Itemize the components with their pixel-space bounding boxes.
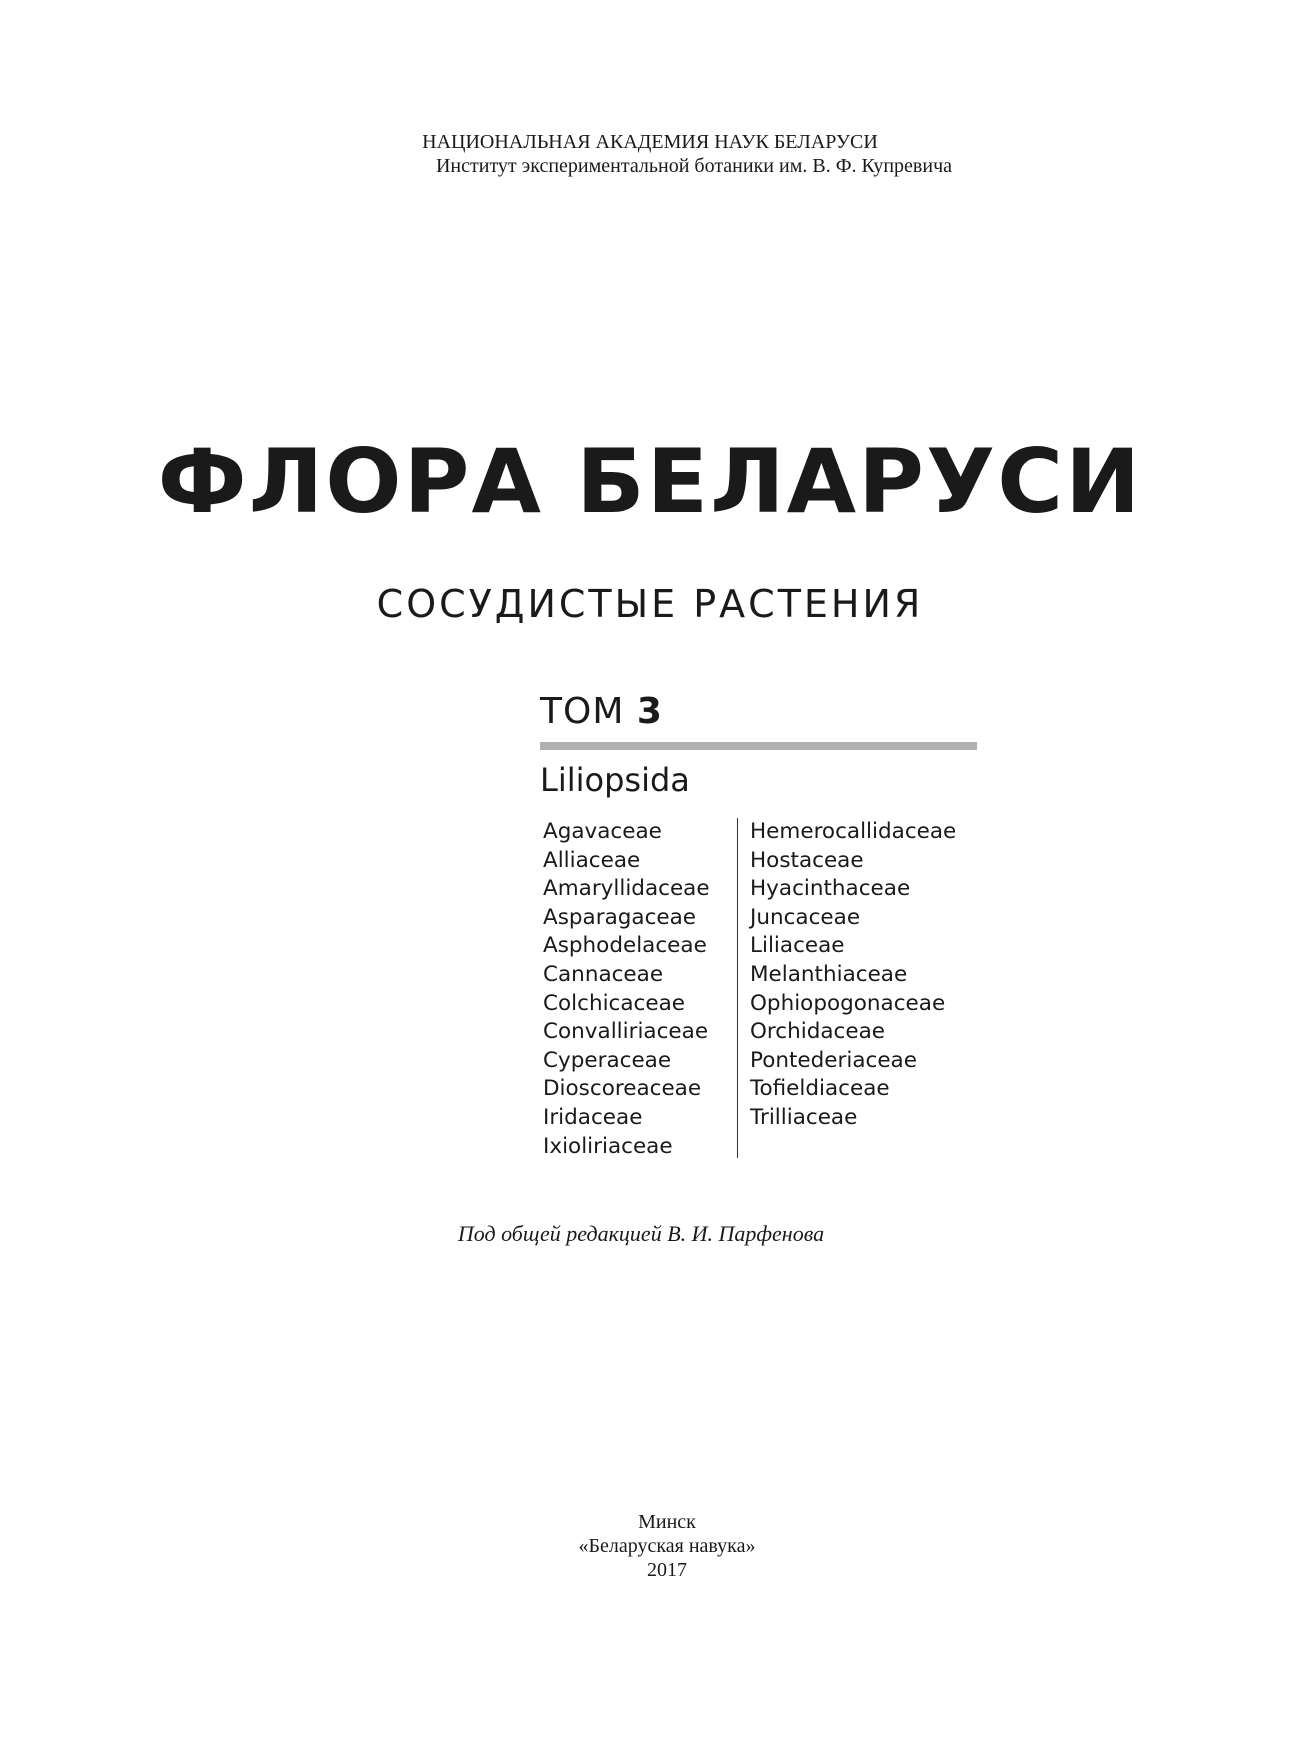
family-item: Hyacinthaceae bbox=[750, 876, 911, 902]
volume-heading bbox=[540, 690, 977, 734]
book-title: ФЛОРА БЕЛАРУСИ bbox=[157, 430, 1143, 533]
imprint-city: Минск bbox=[638, 1511, 696, 1533]
volume-divider-bar bbox=[540, 742, 977, 750]
family-item: Hostaceae bbox=[750, 847, 864, 873]
volume-number: 3 bbox=[636, 691, 663, 732]
family-item: Alliaceae bbox=[543, 847, 641, 873]
institution-header bbox=[0, 130, 1300, 178]
imprint bbox=[0, 1510, 1300, 1582]
families-column-left bbox=[543, 818, 737, 1161]
academy-name: НАЦИОНАЛЬНАЯ АКАДЕМИЯ НАУК БЕЛАРУСИ bbox=[422, 131, 878, 153]
family-item: Cannaceae bbox=[543, 961, 664, 987]
family-item: Ixioliriaceae bbox=[543, 1133, 673, 1159]
class-name: Liliopsida bbox=[540, 761, 690, 799]
imprint-publisher: «Беларуская навука» bbox=[578, 1535, 756, 1557]
family-item: Convalliriaceae bbox=[543, 1019, 709, 1045]
family-item: Amaryllidaceae bbox=[543, 876, 710, 902]
book-subtitle: СОСУДИСТЫЕ РАСТЕНИЯ bbox=[376, 582, 924, 626]
families-column-right bbox=[738, 818, 956, 1161]
family-item: Trilliaceae bbox=[750, 1104, 858, 1130]
family-item: Asphodelaceae bbox=[543, 933, 707, 959]
imprint-year: 2017 bbox=[647, 1559, 687, 1581]
family-item: Pontederiaceae bbox=[750, 1047, 917, 1073]
volume-block bbox=[540, 690, 977, 800]
family-item: Orchidaceae bbox=[750, 1019, 885, 1045]
family-item: Colchicaceae bbox=[543, 990, 686, 1016]
institute-name: Институт экспериментальной ботаники им. В. Ф. Купревича bbox=[435, 155, 953, 177]
family-item: Dioscoreaceae bbox=[543, 1076, 702, 1102]
editor-credit: Под общей редакцией В. И. Парфенова bbox=[457, 1221, 825, 1246]
family-item: Liliaceae bbox=[750, 933, 845, 959]
family-item: Cyperaceae bbox=[543, 1047, 672, 1073]
families-list bbox=[543, 818, 1003, 1161]
family-item: Asparagaceae bbox=[543, 904, 697, 930]
family-item: Hemerocallidaceae bbox=[750, 819, 957, 844]
family-item: Ophiopogonaceae bbox=[750, 990, 946, 1016]
family-item: Melanthiaceae bbox=[750, 961, 908, 987]
volume-label: ТОМ bbox=[540, 691, 625, 732]
family-item: Agavaceae bbox=[543, 819, 662, 844]
family-item: Tofieldiaceae bbox=[750, 1076, 890, 1102]
family-item: Iridaceae bbox=[543, 1104, 643, 1130]
family-item: Juncaceae bbox=[750, 904, 861, 930]
